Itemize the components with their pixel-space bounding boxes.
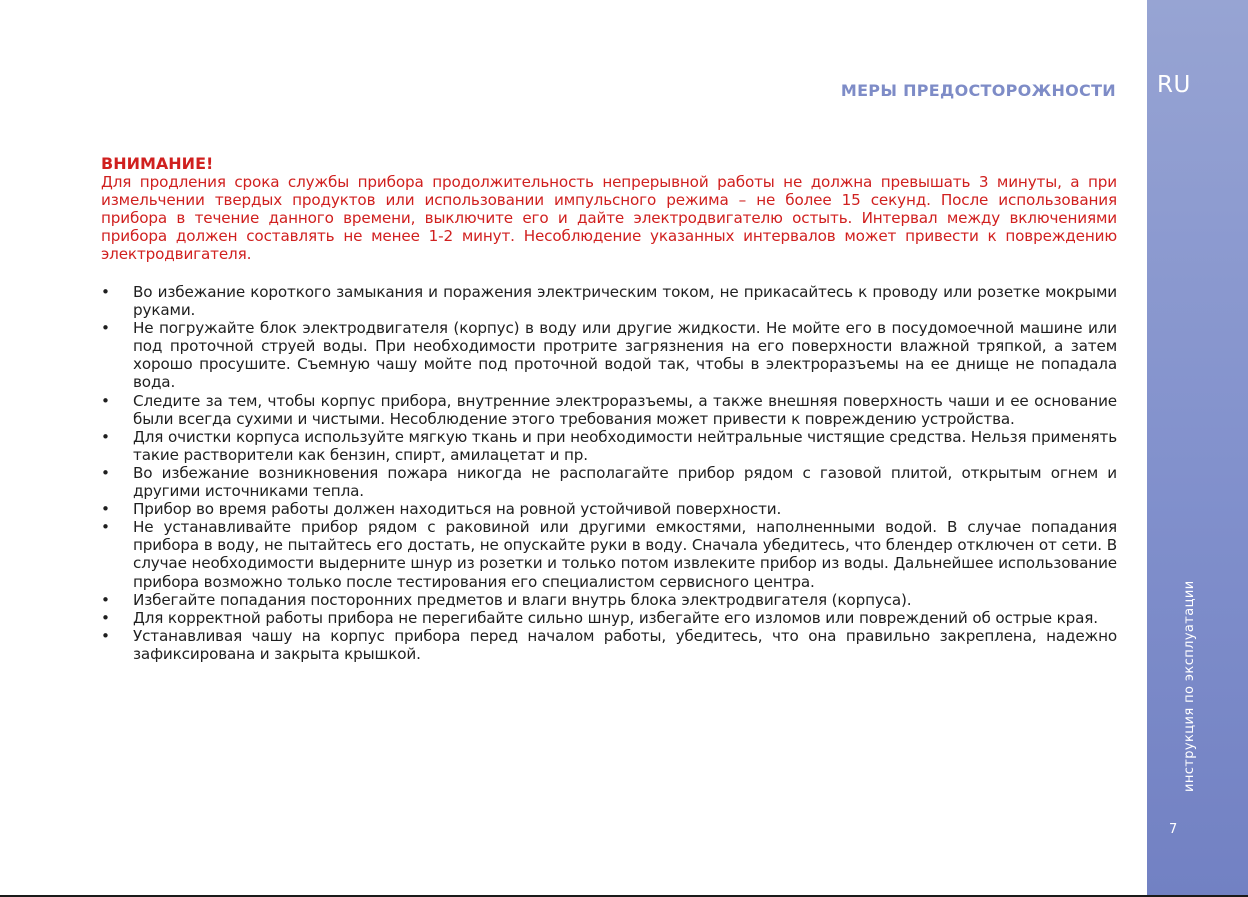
list-item-text: Не погружайте блок электродвигателя (корпус) в воду или другие жидкости. Не мойте его в посудомоечной машине или под проточной струей воды. При необходимости протрите загрязнения на его поверхности влажной тряпкой, а затем хорошо просушите. Съемную чашу мойте под проточной водой так, чтобы в электроразъемы на ее днище не попадала вода. (133, 319, 1117, 392)
list-item-text: Во избежание возникновения пожара никогда не располагайте прибор рядом с газовой плитой, открытым огнем и другими источниками тепла. (133, 463, 1117, 501)
list-item-text: Во избежание короткого замыкания и поражения электрическим током, не прикасайтесь к проводу или розетке мокрыми руками. (133, 283, 1117, 320)
bullet-icon: • (101, 590, 110, 609)
page-number: 7 (1169, 822, 1178, 837)
list-item (101, 591, 1117, 609)
list-item-text: Избегайте попадания посторонних предметов и влаги внутрь блока электродвигателя (корпуса). (133, 590, 912, 609)
list-item-text: Для корректной работы прибора не перегибайте сильно шнур, избегайте его изломов или повреждений об острые края. (133, 608, 1098, 627)
list-item (101, 319, 1117, 391)
bullet-icon: • (101, 319, 110, 338)
precautions-list (101, 283, 1117, 663)
bullet-icon: • (101, 427, 110, 446)
warning-title: ВНИМАНИЕ! (101, 154, 214, 173)
bullet-icon: • (101, 608, 110, 627)
list-item (101, 627, 1117, 663)
list-item-text: Для очистки корпуса используйте мягкую ткань и при необходимости нейтральные чистящие средства. Нельзя применять такие растворители как бензин, спирт, амилацетат и пр. (133, 427, 1117, 464)
list-item-text: Устанавливая чашу на корпус прибора перед началом работы, убедитесь, что она правильно закреплена, надежно зафиксирована и закрыта крышкой. (133, 626, 1117, 663)
list-item-text: Прибор во время работы должен находиться на ровной устойчивой поверхности. (133, 500, 782, 519)
list-item-text: Следите за тем, чтобы корпус прибора, внутренние электроразъемы, а также внешняя поверхность чаши и ее основание были всегда сухими и чистыми. Несоблюдение этого требования может привести к повреждению устройства. (133, 391, 1117, 428)
list-item (101, 609, 1117, 627)
bullet-icon: • (101, 518, 110, 537)
list-item (101, 428, 1117, 464)
bullet-icon: • (101, 463, 110, 482)
bullet-icon: • (101, 626, 110, 645)
list-item-text: Не устанавливайте прибор рядом с раковиной или другими емкостями, наполненными водой. В случае попадания прибора в воду, не пытайтесь его достать, не опускайте руки в воду. Сначала убедитесь, что блендер отключен от сети. В случае необходимости выдерните шнур из розетки и только потом извлеките прибор из воды. Дальнейшее использование прибора возможно только после тестирования его специалистом сервисного центра. (133, 518, 1117, 591)
warning-block (101, 155, 1117, 264)
language-code: RU (1157, 72, 1191, 98)
section-title: МЕРЫ ПРЕДОСТОРОЖНОСТИ (840, 81, 1116, 100)
list-item (101, 500, 1117, 518)
bullet-icon: • (101, 283, 110, 301)
list-item (101, 518, 1117, 590)
warning-body: Для продления срока службы прибора продолжительность непрерывной работы не должна превышать 3 минуты, а при измельчении твердых продуктов или использовании импульсного режима – не более 15 секунд. После использования прибора в течение данного времени, выключите его и дайте электродвигателю остыть. Интервал между включениями прибора должен составлять не менее 1-2 минут. Несоблюдение указанных интервалов может привести к повреждению электродвигателя. (101, 173, 1117, 264)
sidebar-band (1147, 0, 1248, 895)
list-item (101, 283, 1117, 319)
list-item (101, 392, 1117, 428)
list-item (101, 464, 1117, 500)
manual-label: инструкция по эксплуатации (1182, 580, 1197, 792)
bullet-icon: • (101, 391, 110, 410)
bullet-icon: • (101, 500, 110, 519)
